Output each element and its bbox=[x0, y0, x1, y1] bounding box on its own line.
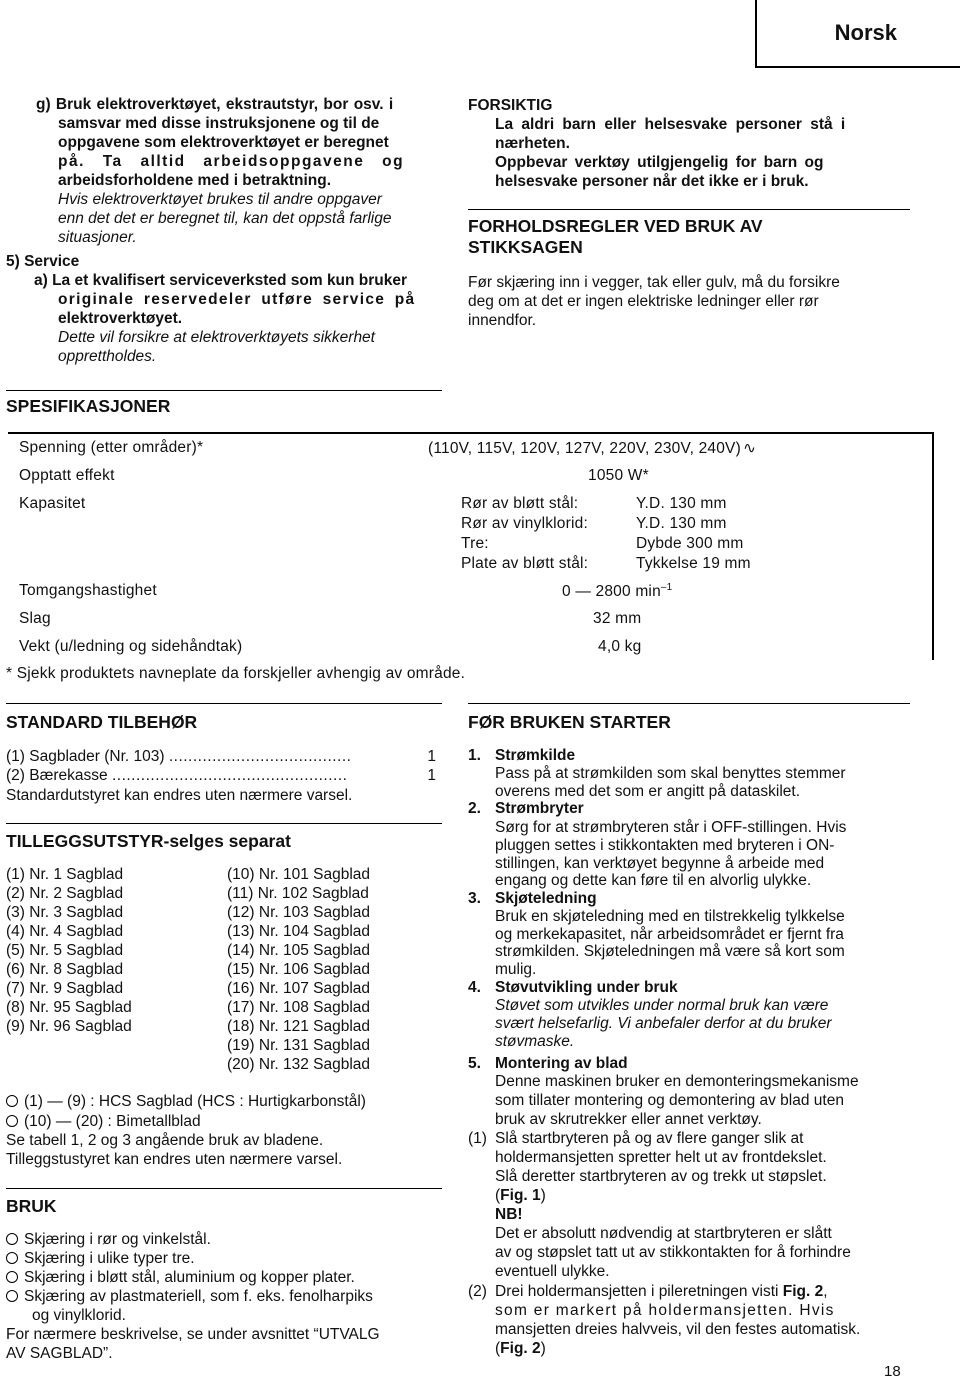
paren: ( bbox=[495, 1187, 501, 1204]
step-title: Skjøteledning bbox=[495, 890, 597, 907]
text-line: og merkekapasitet, når arbeidsområdet er fjernt fra bbox=[495, 926, 844, 943]
text-line: opprettholdes. bbox=[58, 348, 157, 365]
blade-item: (1) Nr. 1 Sagblad bbox=[6, 866, 124, 883]
figure-label: Fig. 2 bbox=[782, 1283, 824, 1300]
circle-bullet-icon bbox=[6, 1252, 18, 1264]
accessory-qty: 1 bbox=[427, 767, 436, 784]
text-line: støvmaske. bbox=[495, 1033, 575, 1050]
circle-bullet-icon bbox=[6, 1233, 18, 1245]
blade-item: (11) Nr. 102 Sagblad bbox=[227, 885, 369, 902]
bullet-item bbox=[6, 1231, 211, 1249]
bullet-text: Skjæring i ulike typer tre. bbox=[24, 1250, 195, 1267]
text-line: a) La et kvalifisert serviceverksted som kun bruker bbox=[34, 272, 408, 289]
step-number: 5. bbox=[468, 1055, 481, 1072]
spec-value-text: 0 — 2800 min bbox=[562, 583, 661, 601]
accessory-item bbox=[6, 767, 436, 785]
text-line: Sørg for at strømbryteren står i OFF-stillingen. Hvis bbox=[495, 819, 847, 836]
capacity-value: Tykkelse 19 mm bbox=[636, 555, 751, 572]
text-line: bruk av skrutrekker eller annet verktøy. bbox=[495, 1111, 762, 1128]
text-line: situasjoner. bbox=[58, 229, 137, 246]
text-line: deg om at det er ingen elektriske ledninger eller rør bbox=[468, 293, 819, 310]
paren: ) bbox=[540, 1340, 546, 1357]
step-number: 2. bbox=[468, 800, 481, 817]
text-line: oppgavene som elektroverktøyet er beregnet bbox=[58, 134, 389, 151]
blade-item: (14) Nr. 105 Sagblad bbox=[227, 942, 371, 959]
capacity-value: Y.D. 130 mm bbox=[636, 495, 727, 512]
tillegg-note: Se tabell 1, 2 og 3 angående bruk av bladene. bbox=[6, 1132, 324, 1149]
paren: ) bbox=[540, 1187, 546, 1204]
text-line: engang og dette kan føre til en alvorlig ulykke. bbox=[495, 872, 812, 889]
blade-item: (6) Nr. 8 Sagblad bbox=[6, 961, 124, 978]
divider bbox=[468, 703, 910, 704]
blade-item: (4) Nr. 4 Sagblad bbox=[6, 923, 124, 940]
blade-item: (13) Nr. 104 Sagblad bbox=[227, 923, 371, 940]
text-line: som tillater montering og demontering av blad uten bbox=[495, 1092, 844, 1109]
spec-label: Opptatt effekt bbox=[19, 467, 115, 484]
step-number: 3. bbox=[468, 890, 481, 907]
step-number: 1. bbox=[468, 747, 481, 764]
forsiktig-box bbox=[468, 97, 928, 192]
text-line: mulig. bbox=[495, 961, 537, 978]
capacity-value: Y.D. 130 mm bbox=[636, 515, 727, 532]
divider bbox=[468, 209, 910, 210]
circle-bullet-icon bbox=[6, 1095, 18, 1107]
bullet-item bbox=[6, 1288, 373, 1306]
blade-item: (12) Nr. 103 Sagblad bbox=[227, 904, 371, 921]
text-line: på. Ta alltid arbeidsoppgavene og bbox=[58, 153, 405, 170]
bruk-heading: BRUK bbox=[6, 1196, 57, 1216]
bullet-text: (10) — (20) : Bimetallblad bbox=[24, 1113, 201, 1130]
text-line: g) Bruk elektroverktøyet, ekstrautstyr, bor osv. i bbox=[36, 96, 394, 113]
text-line: Dette vil forsikre at elektroverktøyets sikkerhet bbox=[58, 329, 375, 346]
text-line: Pass på at strømkilden som skal benyttes stemmer bbox=[495, 765, 846, 782]
spec-value: 4,0 kg bbox=[598, 638, 642, 655]
bullet-item bbox=[6, 1113, 201, 1131]
blade-item: (9) Nr. 96 Sagblad bbox=[6, 1018, 132, 1035]
divider bbox=[6, 390, 442, 391]
text-line: overens med det som er angitt på dataskilet. bbox=[495, 783, 800, 800]
bruk-note: AV SAGBLAD”. bbox=[6, 1345, 113, 1362]
text-line: pluggen settes i stikkontakten med bryteren i ON- bbox=[495, 837, 835, 854]
bullet-text: (1) — (9) : HCS Sagblad (HCS : Hurtigkarbonstål) bbox=[24, 1093, 366, 1110]
text-line: helsesvake personer når det ikke er i bruk. bbox=[495, 173, 809, 190]
standard-note: Standardutstyret kan endres uten nærmere varsel. bbox=[6, 787, 353, 804]
blade-item: (10) Nr. 101 Sagblad bbox=[227, 866, 371, 883]
text-line: samsvar med disse instruksjonene og til de bbox=[58, 115, 380, 132]
text-line: eventuell ulykke. bbox=[495, 1263, 610, 1280]
bullet-text: Skjæring av plastmateriell, som f. eks. fenolharpiks bbox=[24, 1288, 373, 1305]
bullet-item bbox=[6, 1250, 195, 1268]
step-title: Strømbryter bbox=[495, 800, 584, 817]
text-line: elektroverktøyet. bbox=[58, 310, 183, 327]
figure-label: Fig. 2 bbox=[500, 1340, 541, 1357]
for-bruken-heading: FØR BRUKEN STARTER bbox=[468, 712, 671, 732]
blade-item: (3) Nr. 3 Sagblad bbox=[6, 904, 124, 921]
blade-item: (15) Nr. 106 Sagblad bbox=[227, 961, 371, 978]
text-line: Støvet som utvikles under normal bruk kan være bbox=[495, 997, 829, 1014]
forholdsregler-section bbox=[468, 216, 928, 331]
text-part: Drei holdermansjetten i pileretningen visti bbox=[495, 1283, 783, 1300]
step-title: Montering av blad bbox=[495, 1055, 628, 1072]
spec-value bbox=[428, 439, 756, 458]
section-heading: 5) Service bbox=[6, 253, 80, 270]
blade-item: (16) Nr. 107 Sagblad bbox=[227, 980, 371, 997]
text-line bbox=[495, 1283, 828, 1301]
text-line: originale reservedeler utføre service på bbox=[58, 291, 416, 308]
bullet-continuation: og vinylklorid. bbox=[32, 1307, 126, 1324]
step-number: 4. bbox=[468, 979, 481, 996]
standard-heading: STANDARD TILBEHØR bbox=[6, 712, 198, 732]
tillegg-note: Tilleggstustyret kan endres uten nærmere varsel. bbox=[6, 1151, 343, 1168]
bullet-item bbox=[6, 1093, 366, 1111]
section-5-service bbox=[6, 253, 446, 368]
text-line: som er markert på holdermansjetten. Hvis bbox=[495, 1302, 835, 1319]
divider bbox=[6, 1188, 442, 1189]
spec-value: 1050 W* bbox=[588, 467, 649, 484]
spec-heading: SPESIFIKASJONER bbox=[6, 396, 171, 416]
blade-item: (2) Nr. 2 Sagblad bbox=[6, 885, 124, 902]
capacity-material: Tre: bbox=[461, 535, 489, 552]
capacity-material: Rør av bløtt stål: bbox=[461, 495, 579, 512]
capacity-value: Dybde 300 mm bbox=[636, 535, 744, 552]
text-line: Denne maskinen bruker en demonteringsmekanisme bbox=[495, 1073, 859, 1090]
blade-item: (17) Nr. 108 Sagblad bbox=[227, 999, 371, 1016]
text-line: svært helsefarlig. Vi anbefaler derfor at du bruker bbox=[495, 1015, 832, 1032]
blade-item: (18) Nr. 121 Sagblad bbox=[227, 1018, 371, 1035]
dot-leader: ...................................... bbox=[168, 748, 352, 765]
text-line: La aldri barn eller helsesvake personer stå i bbox=[495, 116, 846, 133]
capacity-material: Plate av bløtt stål: bbox=[461, 555, 589, 572]
spec-value-text: (110V, 115V, 120V, 127V, 220V, 230V, 240V) bbox=[428, 440, 741, 457]
section-heading: STIKKSAGEN bbox=[468, 237, 583, 257]
text-line: enn det det er beregnet til, kan det oppstå farlige bbox=[58, 210, 392, 227]
text-line: mansjetten dreies halvveis, vil den festes automatisk. bbox=[495, 1321, 861, 1338]
spec-value: 32 mm bbox=[593, 610, 642, 627]
substep-number: (2) bbox=[468, 1283, 487, 1300]
divider bbox=[6, 823, 442, 824]
blade-item: (20) Nr. 132 Sagblad bbox=[227, 1056, 371, 1073]
page-number: 18 bbox=[884, 1363, 901, 1380]
text-line: nærheten. bbox=[495, 135, 570, 152]
accessory-label: (2) Bærekasse bbox=[6, 767, 112, 784]
dot-leader: ................................................. bbox=[111, 767, 348, 784]
bruk-note: For nærmere beskrivelse, se under avsnittet “UTVALG bbox=[6, 1326, 380, 1343]
spec-value bbox=[562, 582, 672, 601]
capacity-material: Rør av vinylklorid: bbox=[461, 515, 588, 532]
divider bbox=[6, 703, 442, 704]
language-label: Norsk bbox=[834, 20, 897, 45]
bullet-text: Skjæring i bløtt stål, aluminium og kopper plater. bbox=[24, 1269, 355, 1286]
text-line: Det er absolutt nødvendig at startbryteren er slått bbox=[495, 1225, 832, 1242]
step-title: Støvutvikling under bruk bbox=[495, 979, 678, 996]
text-line: arbeidsforholdene med i betraktning. bbox=[58, 172, 332, 189]
text-line: holdermansjetten spretter helt ut av frontdekslet. bbox=[495, 1149, 827, 1166]
accessory-item bbox=[6, 748, 436, 766]
spec-footnote: * Sjekk produktets navneplate da forskjeller avhengig av område. bbox=[6, 665, 466, 682]
paren: ( bbox=[495, 1340, 501, 1357]
text-line: Slå deretter startbryteren av og trekk ut støpslet. bbox=[495, 1168, 827, 1185]
spec-label: Spenning (etter områder)* bbox=[19, 439, 204, 456]
spec-value-sup: –1 bbox=[660, 582, 673, 593]
spec-label: Tomgangshastighet bbox=[19, 582, 157, 599]
forsiktig-heading: FORSIKTIG bbox=[468, 97, 553, 114]
spec-label: Vekt (u/ledning og sidehåndtak) bbox=[19, 638, 243, 655]
text-line: Bruk en skjøteledning med en tilstrekkelig tylkkelse bbox=[495, 908, 845, 925]
bullet-text: Skjæring i rør og vinkelstål. bbox=[24, 1231, 211, 1248]
text-part: , bbox=[823, 1283, 828, 1300]
bullet-item bbox=[6, 1269, 355, 1287]
ac-symbol-icon: ∿ bbox=[742, 440, 757, 457]
circle-bullet-icon bbox=[6, 1115, 18, 1127]
tillegg-heading: TILLEGGSUTSTYR-selges separat bbox=[6, 831, 291, 851]
substep-number: (1) bbox=[468, 1130, 487, 1147]
text-line: stillingen, kan verktøyet begynne å arbeide med bbox=[495, 855, 825, 872]
language-tab bbox=[755, 0, 960, 68]
figure-ref bbox=[495, 1340, 546, 1358]
accessory-qty: 1 bbox=[427, 748, 436, 765]
text-line: av og støpslet tatt ut av stikkontakten for å forhindre bbox=[495, 1244, 851, 1261]
circle-bullet-icon bbox=[6, 1271, 18, 1283]
blade-item: (5) Nr. 5 Sagblad bbox=[6, 942, 124, 959]
spec-label: Slag bbox=[19, 610, 51, 627]
figure-ref bbox=[495, 1187, 546, 1205]
text-line: Slå startbryteren på og av flere ganger slik at bbox=[495, 1130, 804, 1147]
circle-bullet-icon bbox=[6, 1290, 18, 1302]
blade-item: (7) Nr. 9 Sagblad bbox=[6, 980, 124, 997]
spec-label: Kapasitet bbox=[19, 495, 86, 512]
step-title: Strømkilde bbox=[495, 747, 576, 764]
text-line: innendfor. bbox=[468, 312, 537, 329]
section-g bbox=[36, 96, 446, 266]
blade-item: (8) Nr. 95 Sagblad bbox=[6, 999, 132, 1016]
text-line: strømkilden. Skjøteledningen må være så kort som bbox=[495, 943, 845, 960]
accessory-label: (1) Sagblader (Nr. 103) bbox=[6, 748, 169, 765]
text-line: Hvis elektroverktøyet brukes til andre oppgaver bbox=[58, 191, 382, 208]
text-line: Oppbevar verktøy utilgjengelig for barn og bbox=[495, 154, 824, 171]
figure-label: Fig. 1 bbox=[500, 1187, 541, 1204]
section-heading: FORHOLDSREGLER VED BRUK AV bbox=[468, 216, 763, 236]
text-line: Før skjæring inn i vegger, tak eller gulv, må du forsikre bbox=[468, 274, 840, 291]
nb-label: NB! bbox=[495, 1206, 523, 1223]
blade-item: (19) Nr. 131 Sagblad bbox=[227, 1037, 371, 1054]
